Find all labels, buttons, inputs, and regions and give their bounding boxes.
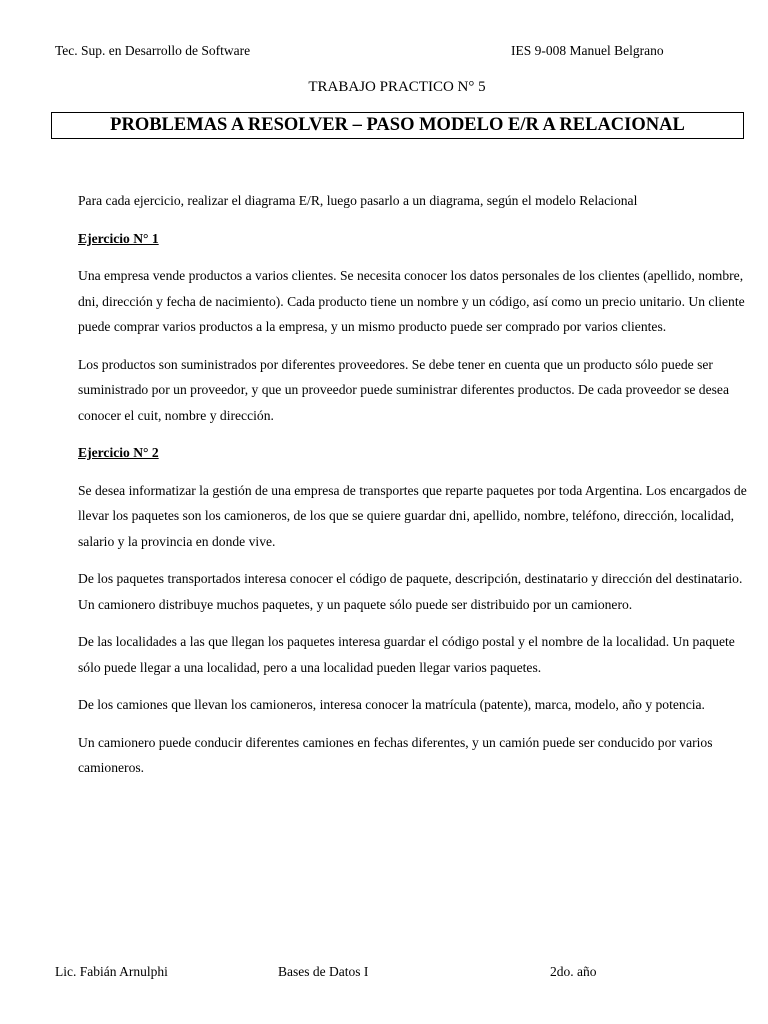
document-body bbox=[78, 188, 750, 793]
footer-author: Lic. Fabián Arnulphi bbox=[55, 964, 168, 979]
document-title: TRABAJO PRACTICO N° 5 bbox=[308, 79, 486, 95]
header-school-name: IES 9-008 Manuel Belgrano bbox=[511, 43, 664, 58]
boxed-title: PROBLEMAS A RESOLVER – PASO MODELO E/R A RELACIONAL bbox=[51, 112, 744, 139]
footer-subject: Bases de Datos I bbox=[278, 964, 369, 979]
ejercicio-1-paragraph-2: Los productos son suministrados por diferentes proveedores. Se debe tener en cuenta que un producto sólo puede ser suministrado por un proveedor, y que un proveedor puede suministrar diferentes productos. De cada proveedor se desea conocer el cuit, nombre y dirección. bbox=[78, 356, 729, 423]
ejercicio-2-paragraph-5: Un camionero puede conducir diferentes camiones en fechas diferentes, y un camión puede ser conducido por varios camioneros. bbox=[78, 734, 713, 775]
header-institution-program: Tec. Sup. en Desarrollo de Software bbox=[55, 43, 251, 58]
footer-year: 2do. año bbox=[550, 964, 597, 979]
ejercicio-2-paragraph-1: Se desea informatizar la gestión de una empresa de transportes que reparte paquetes por toda Argentina. Los encargados de llevar los paquetes son los camioneros, de los que se quiere guardar dni, apellido, nombre, teléfono, dirección, localidad, salario y la provincia en donde vive. bbox=[78, 482, 747, 549]
ejercicio-1-paragraph-1: Una empresa vende productos a varios clientes. Se necesita conocer los datos personales de los clientes (apellido, nombre, dni, dirección y fecha de nacimiento). Cada producto tiene un nombre y un código, así como un precio unitario. Un cliente puede comprar varios productos a la empresa, y un mismo producto puede ser comprado por varios clientes. bbox=[78, 268, 745, 334]
ejercicio-1-heading: Ejercicio N° 1 bbox=[78, 230, 159, 246]
ejercicio-2-paragraph-4: De los camiones que llevan los camioneros, interesa conocer la matrícula (patente), marca, modelo, año y potencia. bbox=[78, 697, 705, 712]
ejercicio-2-heading: Ejercicio N° 2 bbox=[78, 445, 159, 460]
intro-paragraph: Para cada ejercicio, realizar el diagrama E/R, luego pasarlo a un diagrama, según el modelo Relacional bbox=[78, 193, 638, 208]
ejercicio-2-paragraph-2: De los paquetes transportados interesa conocer el código de paquete, descripción, destinatario y dirección del destinatario. Un camionero distribuye muchos paquetes, y un paquete sólo puede ser distribuido por un camionero. bbox=[78, 571, 743, 612]
ejercicio-2-paragraph-3: De las localidades a las que llegan los paquetes interesa guardar el código postal y el nombre de la localidad. Un paquete sólo puede llegar a una localidad, pero a una localidad pueden llegar varios paquetes. bbox=[78, 634, 735, 675]
